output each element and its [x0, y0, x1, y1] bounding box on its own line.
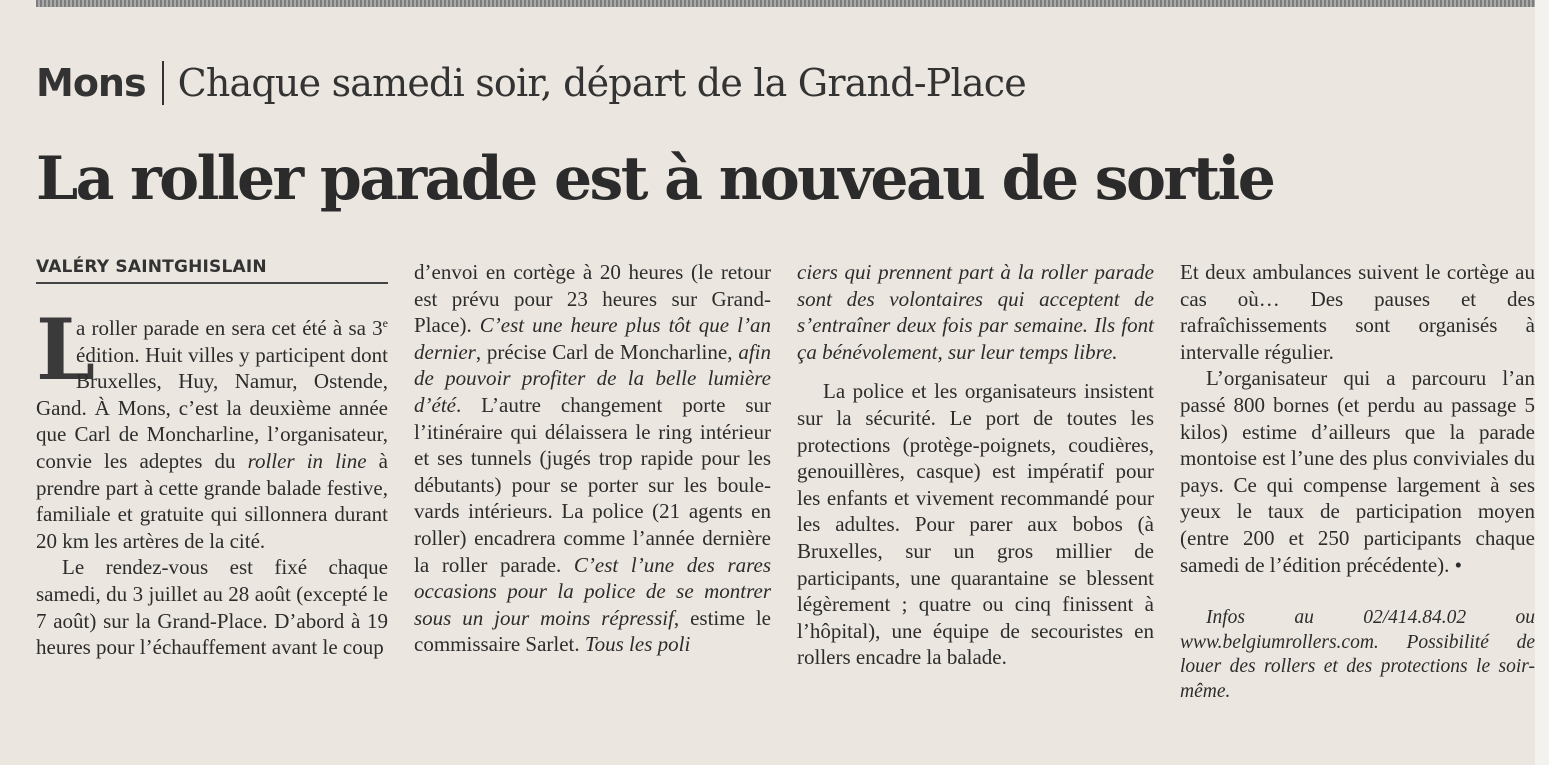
article-column-3: ciers qui prennent part à la roller parade sont des volontaires qui acceptent de s’entraîner deux fois par semaine. Ils font ça bénévolement, sur leur temps libre. La police et les organisateurs insistent sur la sécurité. Le port de toutes les protections (protège-poignets, coudières, genouillères, casque) est impératif pour les enfants et vivement recommandé pour les adultes. Pour parer aux bobos (à Bruxelles, sur un gros millier de participants, une quarantaine se blessent légèrement ; quatre ou cinq finissent à l’hôpital), une équipe de secouristes en rollers encadre la balade. — [797, 260, 1154, 670]
page-edge — [1535, 0, 1549, 765]
top-border — [36, 0, 1536, 7]
article-column-1: L a roller parade en sera cet été à sa 3e édition. Huit villes y participent dont Bruxelles, Huy, Namur, Ostende, Gand. À Mons, c’est la deuxième année que Carl de Moncharline, l’organisateur, convie les adeptes du roller in line à prendre part à cette grande balade festive, familiale et gratuite qui sillonnera durant 20 km les artères de la cité. Le rendez-vous est fixé chaque samedi, du 3 juillet au 28 août (excepté le 7 août) sur la Grand-Place. D’abord à 19 heures pour l’échauffement avant le coup — [36, 300, 388, 660]
kicker-separator — [162, 61, 164, 105]
drop-cap: L — [36, 300, 96, 399]
byline: VALÉRY SAINTGHISLAIN — [36, 257, 388, 284]
headline: La roller parade est à nouveau de sortie — [36, 144, 1274, 214]
article-column-4: Et deux ambulances suivent le cortège au cas où… Des pauses et des rafraîchissements sont organisés à intervalle régulier. L’organisateur qui a parcouru l’an passé 800 bornes (et perdu au passage 5 kilos) estime d’ailleurs que la parade montoise est l’une des plus conviviales du pays. Ce qui compense largement à ses yeux le taux de participation moyen (entre 200 et 250 participants chaque samedi de l’édition précédente). • Infos au 02/414.84.02 ou www.belgiumrollers.com. Possibilité de louer des rollers et des protections le soir-même. — [1180, 259, 1535, 704]
info-box: Infos au 02/414.84.02 ou www.belgiumrollers.com. Possibilité de louer des rollers et des protections le soir-même. — [1180, 607, 1535, 702]
article-column-2: d’envoi en cortège à 20 heures (le retour est prévu pour 23 heures sur Grand-Place). C’est une heure plus tôt que l’an dernier, précise Carl de Moncharline, afin de pouvoir profiter de la belle lumière d’été. L’autre changement porte sur l’itinéraire qui délaissera le ring intérieur et ses tunnels (jugés trop rapide pour les débutants) pour se porter sur les boulevards intérieurs. La police (21 agents en roller) encadrera comme l’année dernière la roller parade. C’est l’une des rares occasions pour la police de se montrer sous un jour moins répressif, estime le commissaire Sarlet. Tous les poli — [414, 260, 771, 657]
kicker-city: Mons — [36, 61, 146, 105]
kicker — [36, 58, 1026, 108]
kicker-subtitle: Chaque samedi soir, départ de la Grand-Place — [177, 61, 1026, 105]
